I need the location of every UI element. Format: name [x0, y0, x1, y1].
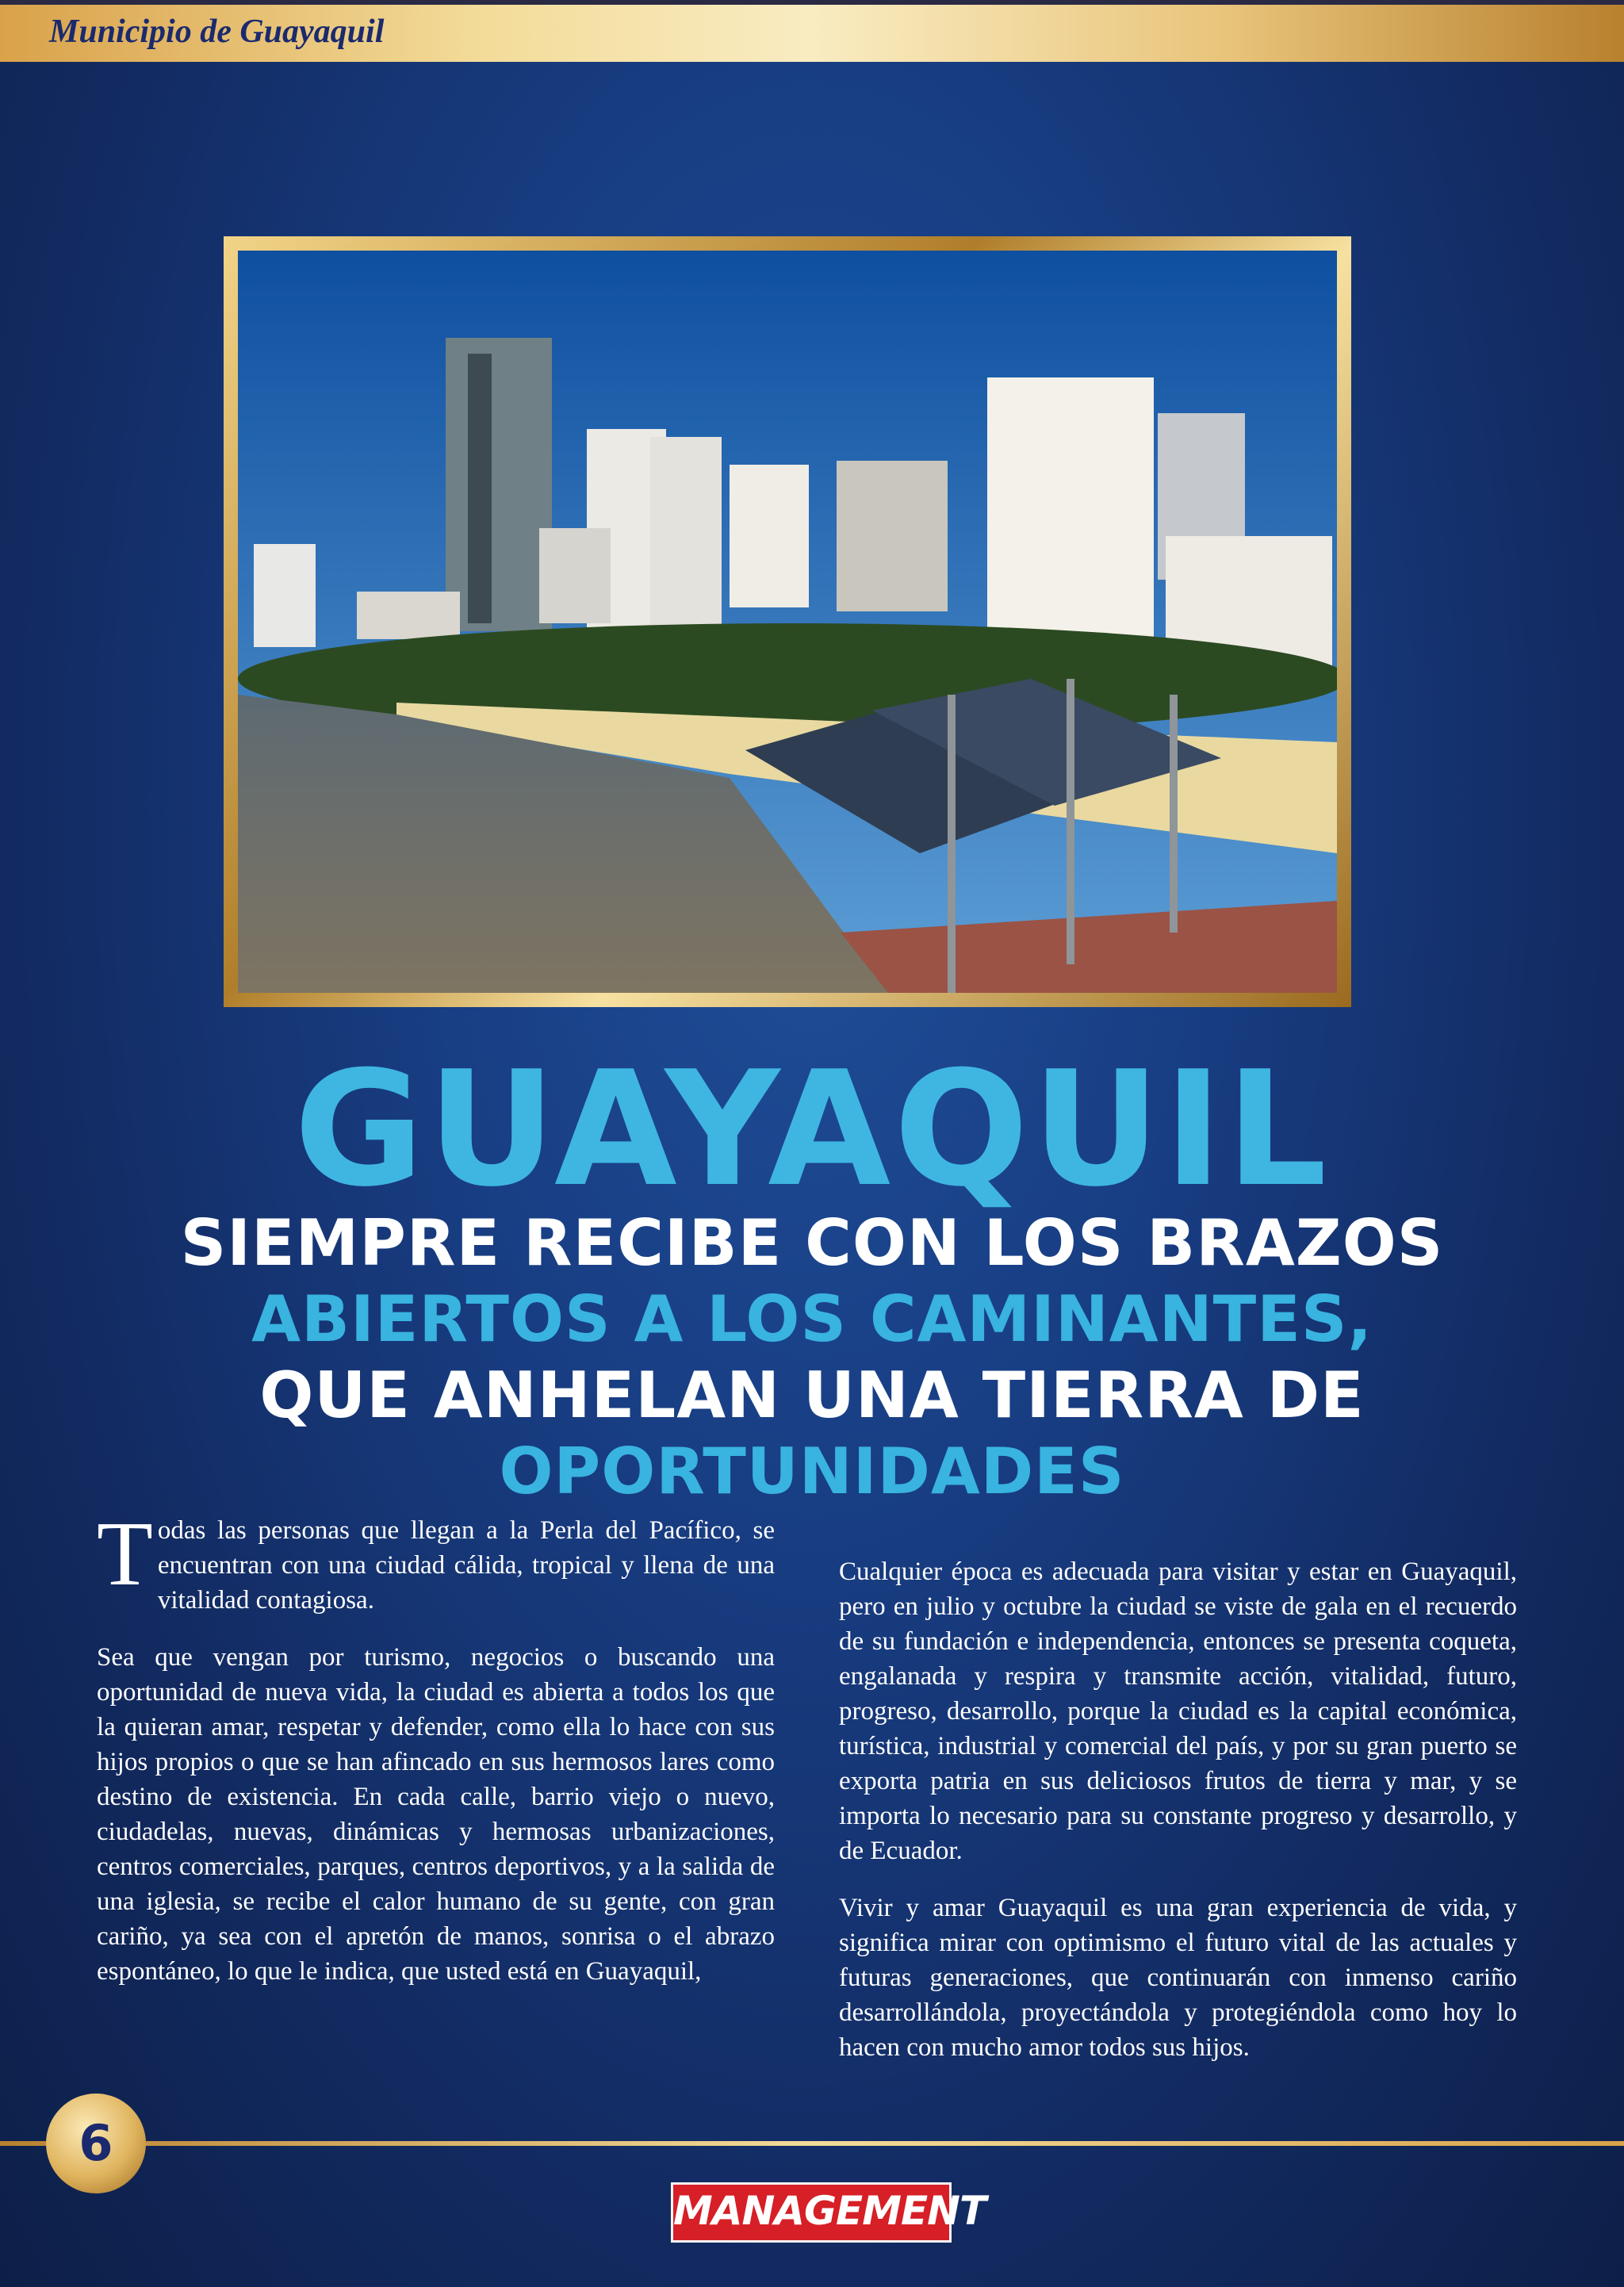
right-paragraph-2: Vivir y amar Guayaquil es una gran experiencia de vida, y significa mirar con optimismo el futuro vital de las actuales y futuras generaciones, que continuarán con inmenso cariño desarrollándola, proyectándola y protegiéndola como hoy lo hacen con mucho amor todos sus hijos.	[839, 1894, 1517, 2062]
headline-line-4: OPORTUNIDADES	[499, 1435, 1125, 1508]
section-title: Municipio de Guayaquil	[49, 13, 385, 50]
headline-line-1	[0, 1205, 1624, 1281]
headline-line-1-b: BRAZOS	[1147, 1206, 1444, 1280]
drop-cap: T	[97, 1504, 153, 1605]
left-paragraph-1-text: odas las personas que llegan a la Perla del Pacífico, se encuentran con una ciudad cálida, tropical y llena de una vitalidad contagiosa.	[157, 1516, 775, 1615]
headline-main: GUAYAQUIL	[293, 1037, 1331, 1222]
footer-rule	[0, 2141, 1624, 2146]
headline-line-3: QUE ANHELAN UNA TIERRA DE	[259, 1358, 1365, 1432]
headline	[0, 1037, 1624, 1510]
left-column	[97, 1504, 775, 2011]
left-paragraph-2: Sea que vengan por turismo, negocios o buscando una oportunidad de nueva vida, la ciudad es abierta a todos los que la quieran amar, respetar y defender, como ella lo hace con sus hijos propios o que se han afincado en sus hermosos lares como destino de existencia. En cada calle, barrio viejo o nuevo, ciudadelas, nuevas, dinámicas y hermosas urbanizaciones, centros comerciales, parques, centros deportivos, y a la salida de una iglesia, se recibe el calor humano de su gente, con gran cariño, ya sea con el apretón de manos, sonrisa o el abrazo espontáneo, lo que le indica, que usted está en Guayaquil,	[97, 1643, 775, 1986]
right-paragraph-1: Cualquier época es adecuada para visitar y estar en Guayaquil, pero en julio y octubre la ciudad se viste de gala en el recuerdo de su fundación e independencia, entonces se presenta coqueta, engalanada y respira y transmite acción, vitalidad, futuro, progreso, desarrollo, porque la ciudad es la capital económica, turística, industrial y comercial del país, y por su gran puerto se exporta patria en sus deliciosos frutos de tierra y mar, y se importa lo necesario para su constante progreso y desarrollo, y de Ecuador.	[839, 1557, 1517, 1865]
header-band	[0, 0, 1624, 62]
headline-line-2: ABIERTOS A LOS CAMINANTES,	[251, 1282, 1373, 1356]
skyline-image	[238, 251, 1337, 993]
brand-logo: MANAGEMENT	[671, 2182, 952, 2243]
headline-line-1-a: SIEMPRE RECIBE CON LOS	[180, 1206, 1147, 1280]
city-photo	[224, 236, 1351, 1007]
left-paragraph-1	[97, 1504, 775, 1618]
right-column	[839, 1554, 1517, 2087]
page-number: 6	[46, 2094, 146, 2193]
